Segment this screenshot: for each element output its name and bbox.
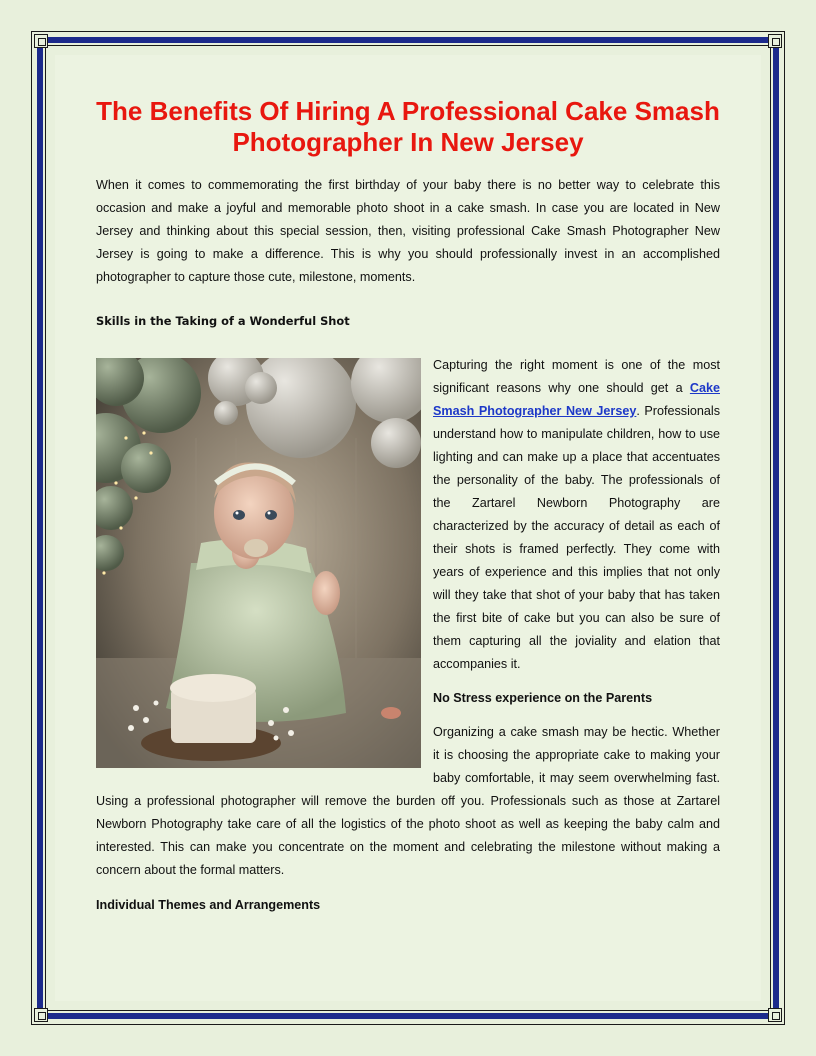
section-heading-skills: Skills in the Taking of a Wonderful Shot (96, 314, 350, 328)
section-heading-themes: Individual Themes and Arrangements (96, 898, 321, 912)
cake-smash-photographer-link[interactable]: Cake Smash Photographer New Jersey (433, 381, 720, 418)
skills-text-start: Capturing the right moment is one of the most significant reasons why one should get a (433, 358, 720, 395)
page-title: The Benefits Of Hiring A Professional Cake Smash Photographer In New Jersey (96, 96, 720, 157)
skills-text-end: . Professionals understand how to manipulate children, how to use lighting and can make up a place that accentuates the personality of the baby. The professionals of the Zartarel Newborn Photography are characterized by the accuracy of detail as each of their shots is framed perfectly. They come with years of experience and this implies that not only will they take that shot of your baby that has taken the first bite of cake but you can also be sure of them capturing all the joviality and elation that accompanies it. (433, 404, 720, 671)
border-corner-ornament (34, 1008, 48, 1022)
border-corner-ornament (34, 34, 48, 48)
intro-paragraph: When it comes to commemorating the first birthday of your baby there is no better way to celebrate this occasion and make a joyful and memorable photo shoot in a cake smash. In case you are located in New Jersey and thinking about this special session, then, visiting professional Cake Smash Photographer New Jersey is going to make a difference. This is why you should professionally invest in an accomplished photographer to capture those cute, milestone, moments. (96, 178, 720, 284)
no-stress-paragraph: Organizing a cake smash may be hectic. Whether it is choosing the appropriate cake to making your baby comfortable, it may seem overwhelming fast. Using a professional photographer will remove the burden off you. Professionals such as those at Zartarel Newborn Photography take care of all the logistics of the photo shoot as well as keeping the baby calm and interested. This can make you concentrate on the moment and celebrating the milestone without making a concern about the formal matters. (96, 725, 720, 877)
section-heading-no-stress: No Stress experience on the Parents (433, 691, 653, 705)
document-content (96, 96, 720, 917)
photo-text-wrap (96, 354, 720, 882)
cake-smash-photo (96, 358, 421, 768)
border-corner-ornament (768, 1008, 782, 1022)
border-corner-ornament (768, 34, 782, 48)
